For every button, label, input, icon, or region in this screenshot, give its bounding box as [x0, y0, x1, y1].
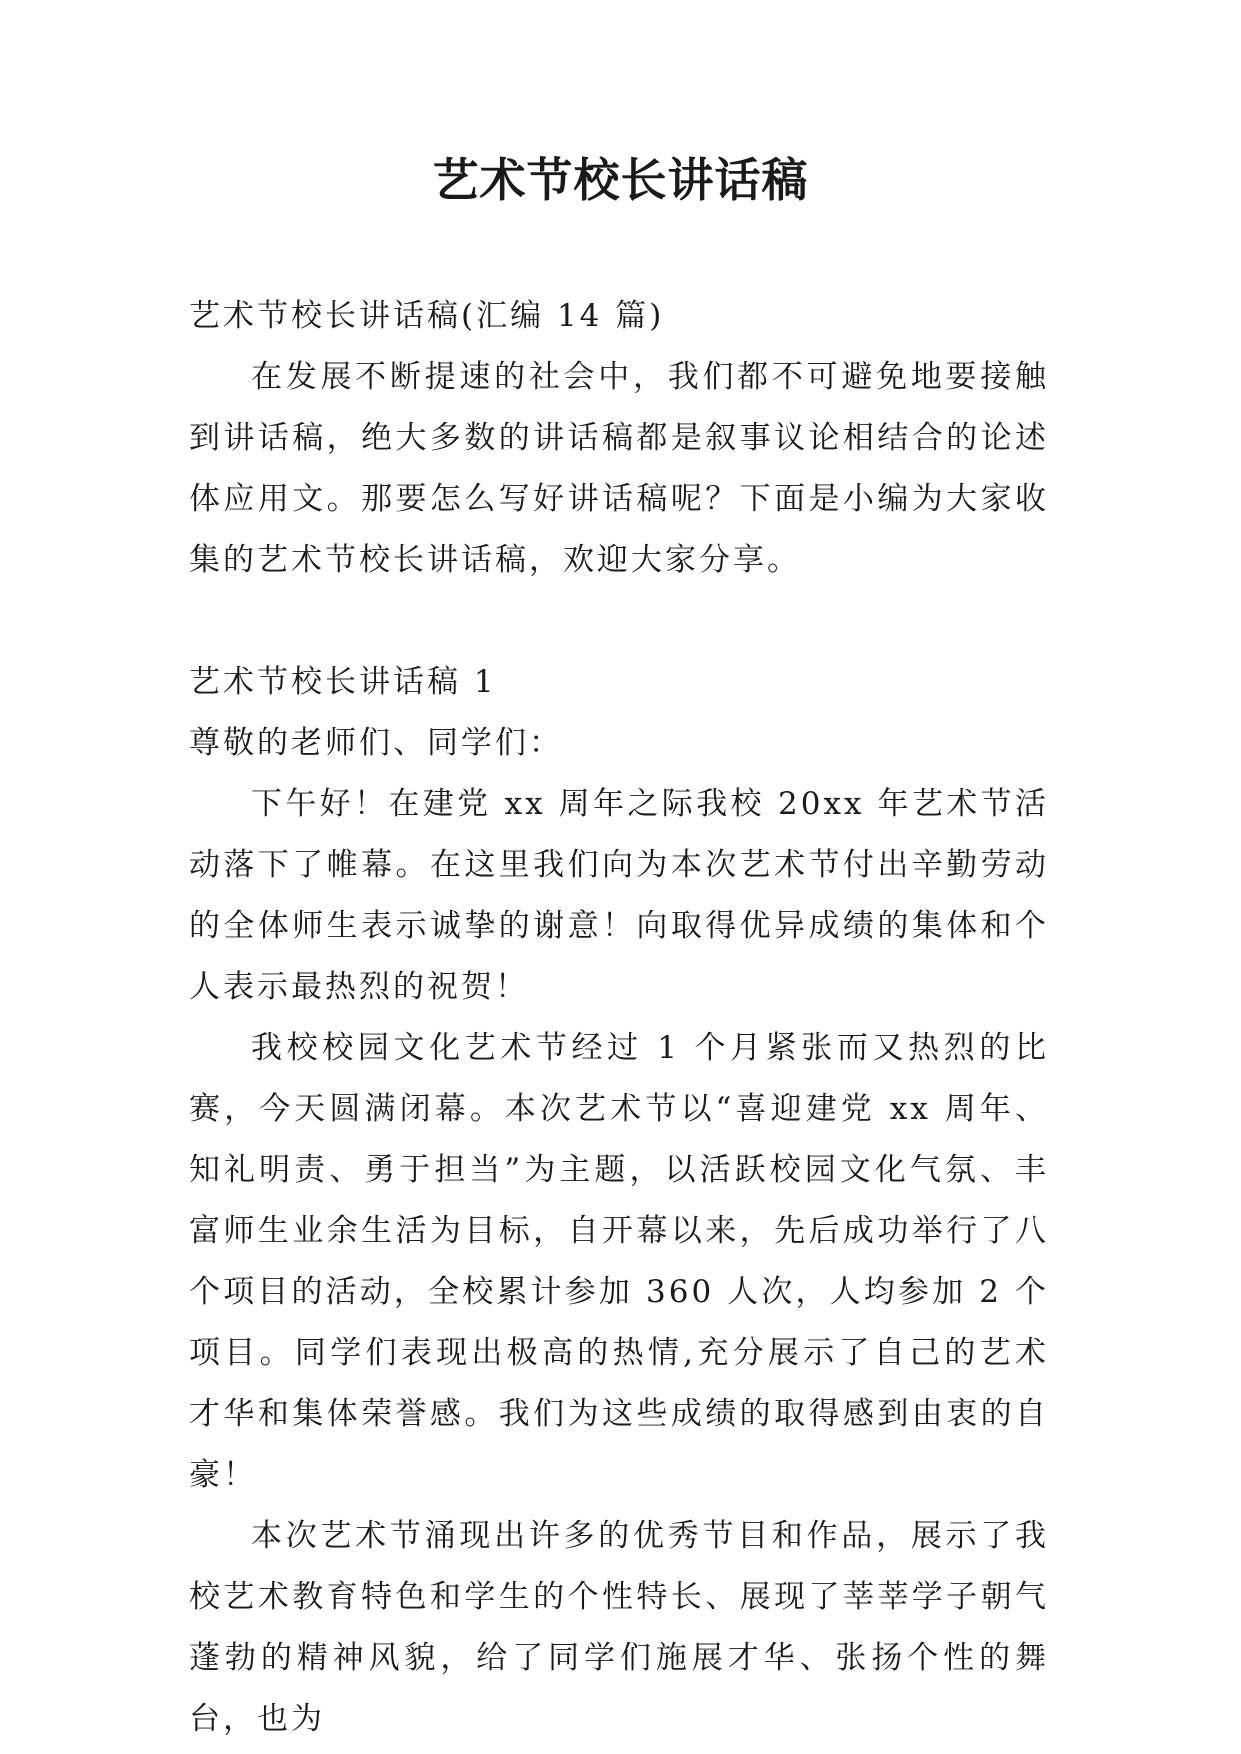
intro-paragraph: 在发展不断提速的社会中，我们都不可避免地要接触到讲话稿，绝大多数的讲话稿都是叙事议论相结合的论述体应用文。那要怎么写好讲话稿呢？下面是小编为大家收集的艺术节校长讲话稿，欢迎大家分享。 — [189, 359, 1049, 578]
document-subtitle: 艺术节校长讲话稿(汇编 14 篇) — [189, 298, 665, 334]
document-body — [189, 286, 1049, 1750]
body-paragraph: 本次艺术节涌现出许多的优秀节目和作品，展示了我校艺术教育特色和学生的个性特长、展现了莘莘学子朝气蓬勃的精神风貌，给了同学们施展才华、张扬个性的舞台，也为 — [189, 1518, 1049, 1737]
salutation: 尊敬的老师们、同学们： — [189, 725, 563, 761]
document-title: 艺术节校长讲话稿 — [432, 153, 809, 207]
body-paragraph: 下午好！在建党 xx 周年之际我校 20xx 年艺术节活动落下了帷幕。在这里我们向为本次艺术节付出辛勤劳动的全体师生表示诚挚的谢意！向取得优异成绩的集体和个人表示最热烈的祝贺！ — [189, 786, 1049, 1005]
section-heading: 艺术节校长讲话稿 1 — [189, 664, 497, 700]
section-spacer — [189, 591, 1049, 652]
body-paragraph: 我校校园文化艺术节经过 1 个月紧张而又热烈的比赛，今天圆满闭幕。本次艺术节以“喜迎建党 xx 周年、知礼明责、勇于担当”为主题，以活跃校园文化气氛、丰富师生业余生活为目标，自开幕以来，先后成功举行了八个项目的活动，全校累计参加 360 人次，人均参加 2 个项目。同学们表现出极高的热情,充分展示了自己的艺术才华和集体荣誉感。我们为这些成绩的取得感到由衷的自豪！ — [189, 1030, 1049, 1493]
